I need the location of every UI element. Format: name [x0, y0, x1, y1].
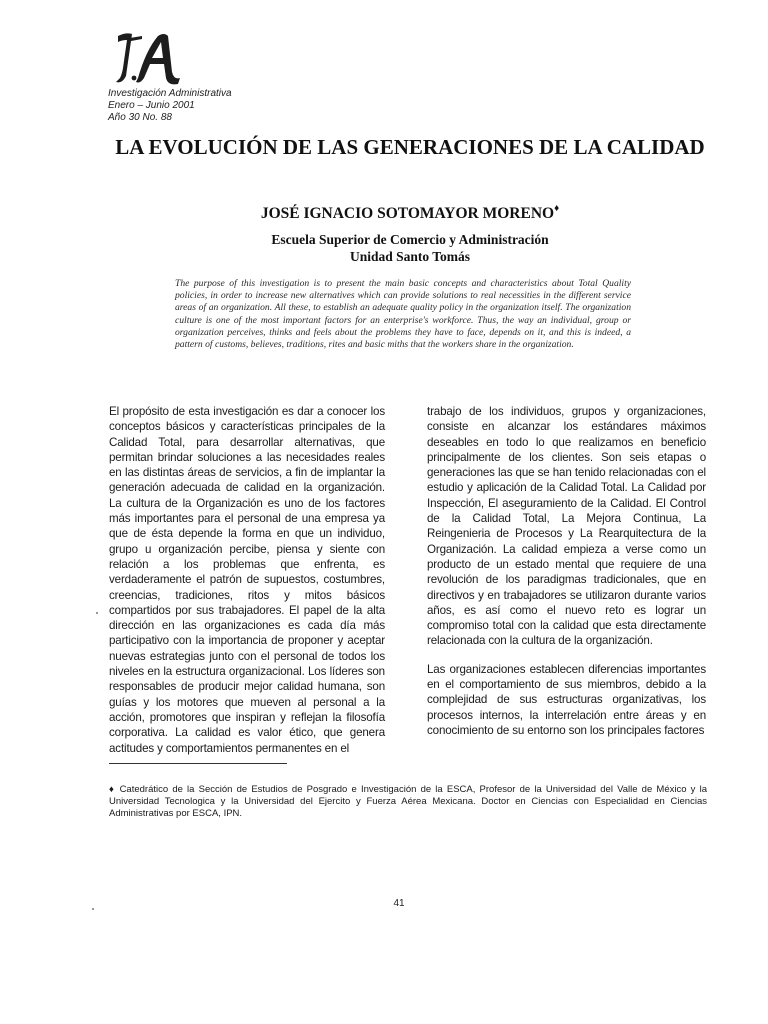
footnote	[109, 784, 707, 821]
body-column-right	[427, 404, 706, 738]
scan-speck	[96, 612, 98, 614]
journal-name: Investigación Administrativa	[108, 88, 232, 99]
institution-name: Escuela Superior de Comercio y Administración	[271, 232, 549, 247]
journal-meta	[108, 88, 232, 124]
institution-unit: Unidad Santo Tomás	[349, 249, 471, 264]
page-number: 41	[393, 898, 405, 909]
footnote-text: Catedrático de la Sección de Estudios de Posgrado e Investigación de la ESCA, Profesor de la Universidad del Valle de México y la Universidad Tecnologica y la Universidad del Ejercito y Fuerza Aérea Mexicana. Doctor en Ciencias con Especialidad en Ciencias Administrativas por ESCA, IPN.	[109, 784, 707, 820]
author-line	[110, 205, 710, 223]
journal-logo	[112, 28, 186, 88]
footnote-divider	[109, 763, 287, 764]
issue-number: Año 30 No. 88	[108, 112, 172, 123]
body-column-left	[109, 404, 385, 756]
author-footnote-mark: ♦	[554, 203, 560, 214]
body-paragraph: Las organizaciones establecen diferencias importantes en el comportamiento de sus miembros, debido a la complejidad de sus estructuras organizativas, los procesos internos, la interrelación entre áreas y en conocimiento de su entorno son los principales factores	[427, 662, 706, 737]
body-paragraph: trabajo de los individuos, grupos y organizaciones, consiste en alcanzar los estándares máximos deseables en todo lo que realizamos en beneficio principalmente de los clientes. Son seis etapas o generaciones las que se han tenido relacionadas con el estudio y aplicación de la Calidad Total. La Calidad por Inspección, El aseguramiento de la Calidad. El Control de la Calidad Total, La Mejora Continua, La Reingenieria de Procesos y La Rearquitectura de la Organización. La calidad empieza a verse como un producto de un estado mental que requiere de una revolución de los paradigmas tradicionales, que en directivos y en trabajadores se utilizaron durante varios años, es así como el nuevo reto es lograr un compromiso total con la calidad que esta directamente relacionada con la cultura de la organización.	[427, 405, 706, 648]
author-name: JOSÉ IGNACIO SOTOMAYOR MORENO	[260, 205, 555, 222]
footnote-mark: ♦	[109, 784, 116, 795]
institution-block	[110, 231, 710, 265]
scan-speck	[92, 908, 94, 910]
article-title: LA EVOLUCIÓN DE LAS GENERACIONES DE LA CALIDAD	[115, 135, 705, 159]
abstract: The purpose of this investigation is to present the main basic concepts and characteristics about Total Quality policies, in order to increase new alternatives which can provide solutions to real necessities in the different service areas of an organization. All these, to establish an adequate quality policy in the organization itself. The organization culture is one of the most important factors for an enterprise's workforce. Thus, the way an individual, group or organization perceives, thinks and feels about the problems they have to face, depends on it, and this is indeed, a pattern of customs, believes, traditions, rites and basic miths that the workers share in the organization.	[175, 278, 631, 351]
body-paragraph: El propósito de esta investigación es dar a conocer los conceptos básicos y características principales de la Calidad Total, para desarrollar alternativas, que permitan brindar soluciones a las necesidades reales en las distintas áreas de servicios, a fin de implantar la generación adecuada de calidad en la organización. La cultura de la Organización es uno de los factores más importantes para el personal de una empresa ya que de ésta depende la forma en que un individuo, grupo u organización percibe, piensa y siente con relación a los problemas que enfrenta, es verdaderamente el patrón de supuestos, costumbres, creencias, tradiciones, ritos y mitos básicos compartidos por sus trabajadores. El papel de la alta dirección en las organizaciones es cada día más participativo con la importancia de proponer y aceptar nuevas estrategias junto con el personal de todos los niveles en la estructura organizacional. Los líderes son responsables de producir mejor calidad humana, son guías y los motores que mueven al personal a la acción, promotores que inspiran y reflejan la filosofía corporativa. La calidad es valor ético, que genera actitudes y comportamientos permanentes en el	[109, 405, 385, 755]
issue-date: Enero – Junio 2001	[108, 100, 195, 111]
